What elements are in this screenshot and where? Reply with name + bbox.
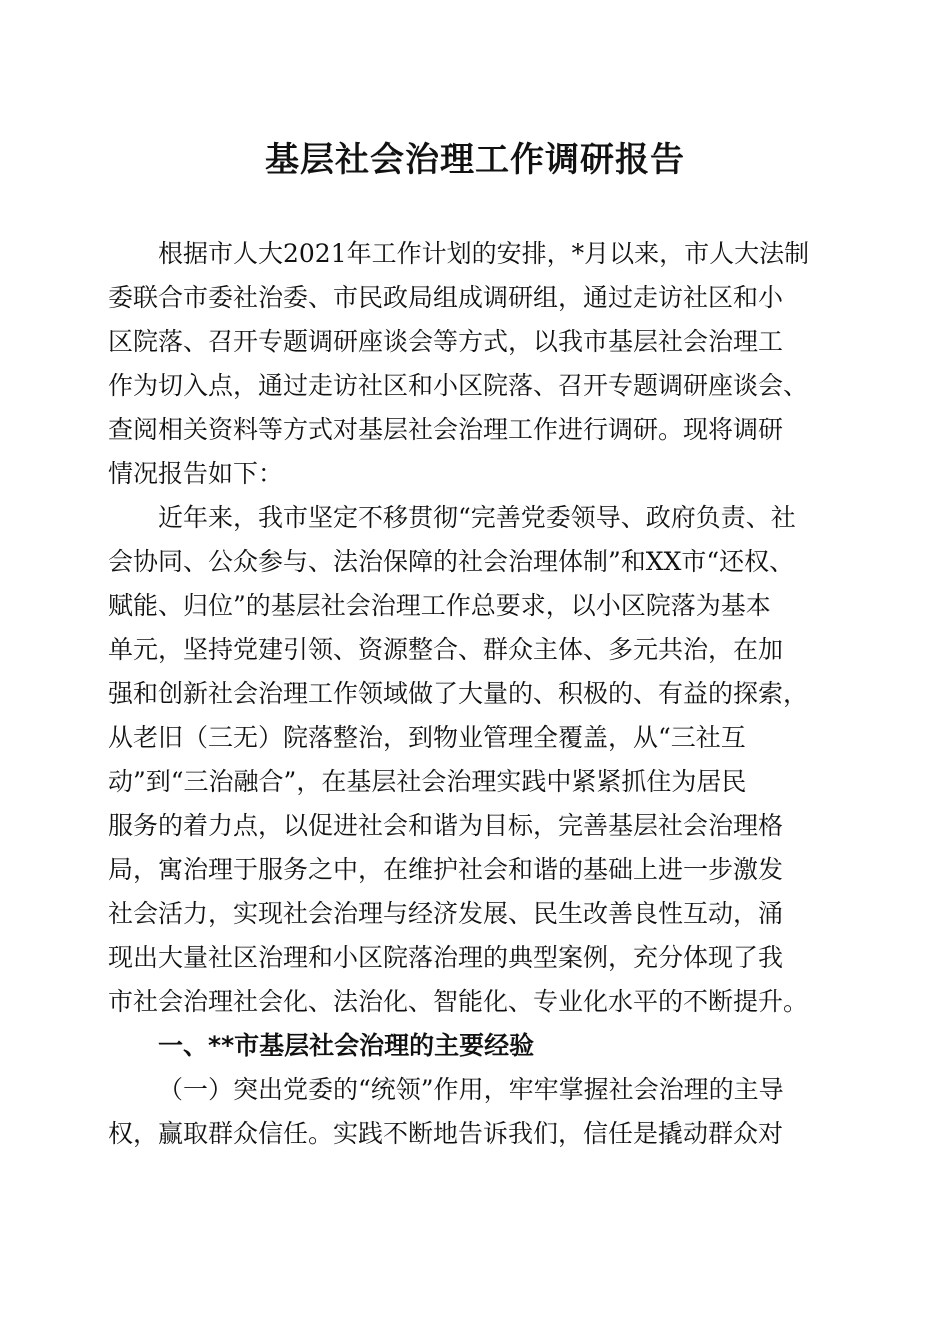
paragraph-line: 服务的着力点，以促进社会和谐为目标，完善基层社会治理格	[108, 811, 784, 840]
paragraph-line: 作为切入点，通过走访社区和小区院落、召开专题调研座谈会、	[108, 371, 809, 400]
paragraph-line: 市社会治理社会化、法治化、智能化、专业化水平的不断提升。	[108, 987, 809, 1016]
paragraph-line: 会协同、公众参与、法治保障的社会治理体制”和XX市“还权、	[108, 547, 795, 576]
paragraph-line: 从老旧（三无）院落整治，到物业管理全覆盖，从“三社互	[108, 723, 746, 752]
section-heading: 一、**市基层社会治理的主要经验	[158, 1031, 535, 1060]
paragraph-line: 近年来，我市坚定不移贯彻“完善党委领导、政府负责、社	[158, 503, 796, 532]
paragraph-line: 根据市人大2021年工作计划的安排，*月以来，市人大法制	[158, 239, 810, 268]
paragraph-line: 情况报告如下：	[108, 459, 284, 488]
paragraph-line: 委联合市委社治委、市民政局组成调研组，通过走访社区和小	[108, 283, 784, 312]
paragraph-line: 局，寓治理于服务之中，在维护社会和谐的基础上进一步激发	[108, 855, 784, 884]
paragraph-line: 强和创新社会治理工作领域做了大量的、积极的、有益的探索，	[108, 679, 809, 708]
document-title: 基层社会治理工作调研报告	[265, 140, 685, 180]
paragraph-line: 区院落、召开专题调研座谈会等方式，以我市基层社会治理工	[108, 327, 784, 356]
paragraph-line: 查阅相关资料等方式对基层社会治理工作进行调研。现将调研	[108, 415, 784, 444]
paragraph-line: （一）突出党委的“统领”作用，牢牢掌握社会治理的主导	[158, 1075, 784, 1104]
paragraph-line: 现出大量社区治理和小区院落治理的典型案例，充分体现了我	[108, 943, 784, 972]
paragraph-line: 动”到“三治融合”，在基层社会治理实践中紧紧抓住为居民	[108, 767, 747, 796]
paragraph-line: 社会活力，实现社会治理与经济发展、民生改善良性互动，涌	[108, 899, 784, 928]
paragraph-line: 赋能、归位”的基层社会治理工作总要求，以小区院落为基本	[108, 591, 771, 620]
paragraph-line: 单元，坚持党建引领、资源整合、群众主体、多元共治，在加	[108, 635, 784, 664]
paragraph-line: 权，赢取群众信任。实践不断地告诉我们，信任是撬动群众对	[108, 1119, 784, 1148]
